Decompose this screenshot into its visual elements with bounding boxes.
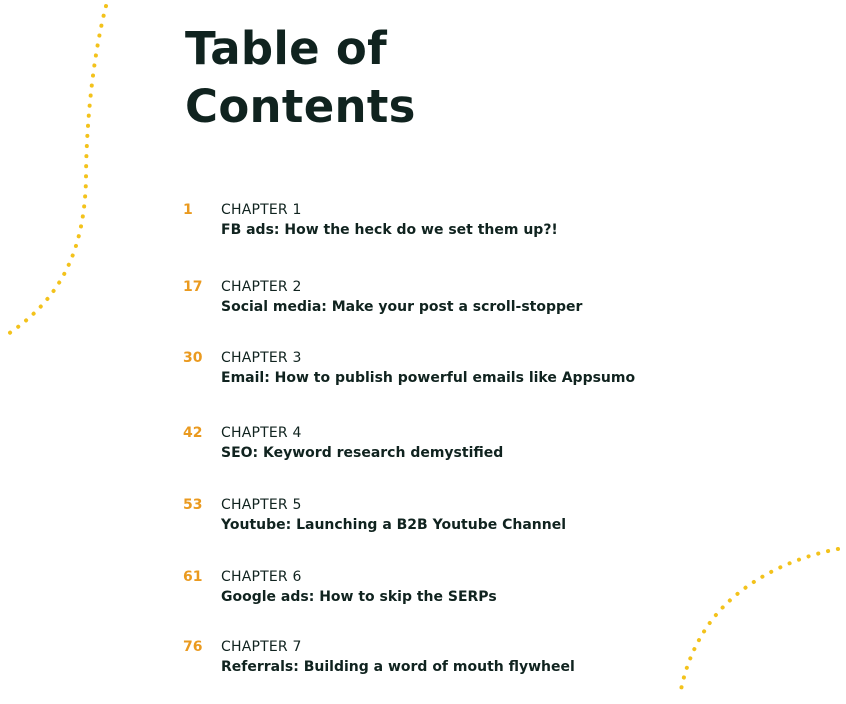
- page-title-line-1: Table of: [185, 22, 387, 75]
- dotted-curve-top-left: [2, 6, 106, 338]
- page-number: 76: [183, 639, 203, 655]
- page-number: 61: [183, 569, 203, 585]
- page-number: 42: [183, 425, 203, 441]
- chapter-title: Email: How to publish powerful emails like Appsumo: [221, 370, 636, 386]
- toc-entry-chapter-3[interactable]: [183, 349, 783, 393]
- chapter-title: Social media: Make your post a scroll-stopper: [221, 299, 583, 315]
- toc-entry-chapter-4[interactable]: [183, 424, 783, 468]
- chapter-label: CHAPTER 6: [221, 569, 302, 585]
- chapter-label: CHAPTER 3: [221, 350, 302, 366]
- chapter-label: CHAPTER 5: [221, 497, 302, 513]
- page-title: [185, 20, 416, 136]
- toc-entry-chapter-1[interactable]: [183, 201, 783, 245]
- chapter-label: CHAPTER 4: [221, 425, 302, 441]
- page-number: 1: [183, 202, 193, 218]
- toc-entry-chapter-5[interactable]: [183, 496, 783, 540]
- chapter-title: FB ads: How the heck do we set them up?!: [221, 222, 558, 238]
- chapter-title: Youtube: Launching a B2B Youtube Channel: [221, 517, 566, 533]
- page-title-line-2: Contents: [185, 80, 416, 133]
- toc-entry-chapter-7[interactable]: [183, 638, 783, 682]
- chapter-title: Referrals: Building a word of mouth flywheel: [221, 659, 575, 675]
- chapter-label: CHAPTER 2: [221, 279, 302, 295]
- toc-entry-chapter-6[interactable]: [183, 568, 783, 612]
- toc-entry-chapter-2[interactable]: [183, 278, 783, 322]
- page-number: 53: [183, 497, 203, 513]
- chapter-label: CHAPTER 7: [221, 639, 302, 655]
- chapter-label: CHAPTER 1: [221, 202, 302, 218]
- chapter-title: Google ads: How to skip the SERPs: [221, 589, 497, 605]
- page-number: 17: [183, 279, 203, 295]
- chapter-title: SEO: Keyword research demystified: [221, 445, 504, 461]
- page-number: 30: [183, 350, 203, 366]
